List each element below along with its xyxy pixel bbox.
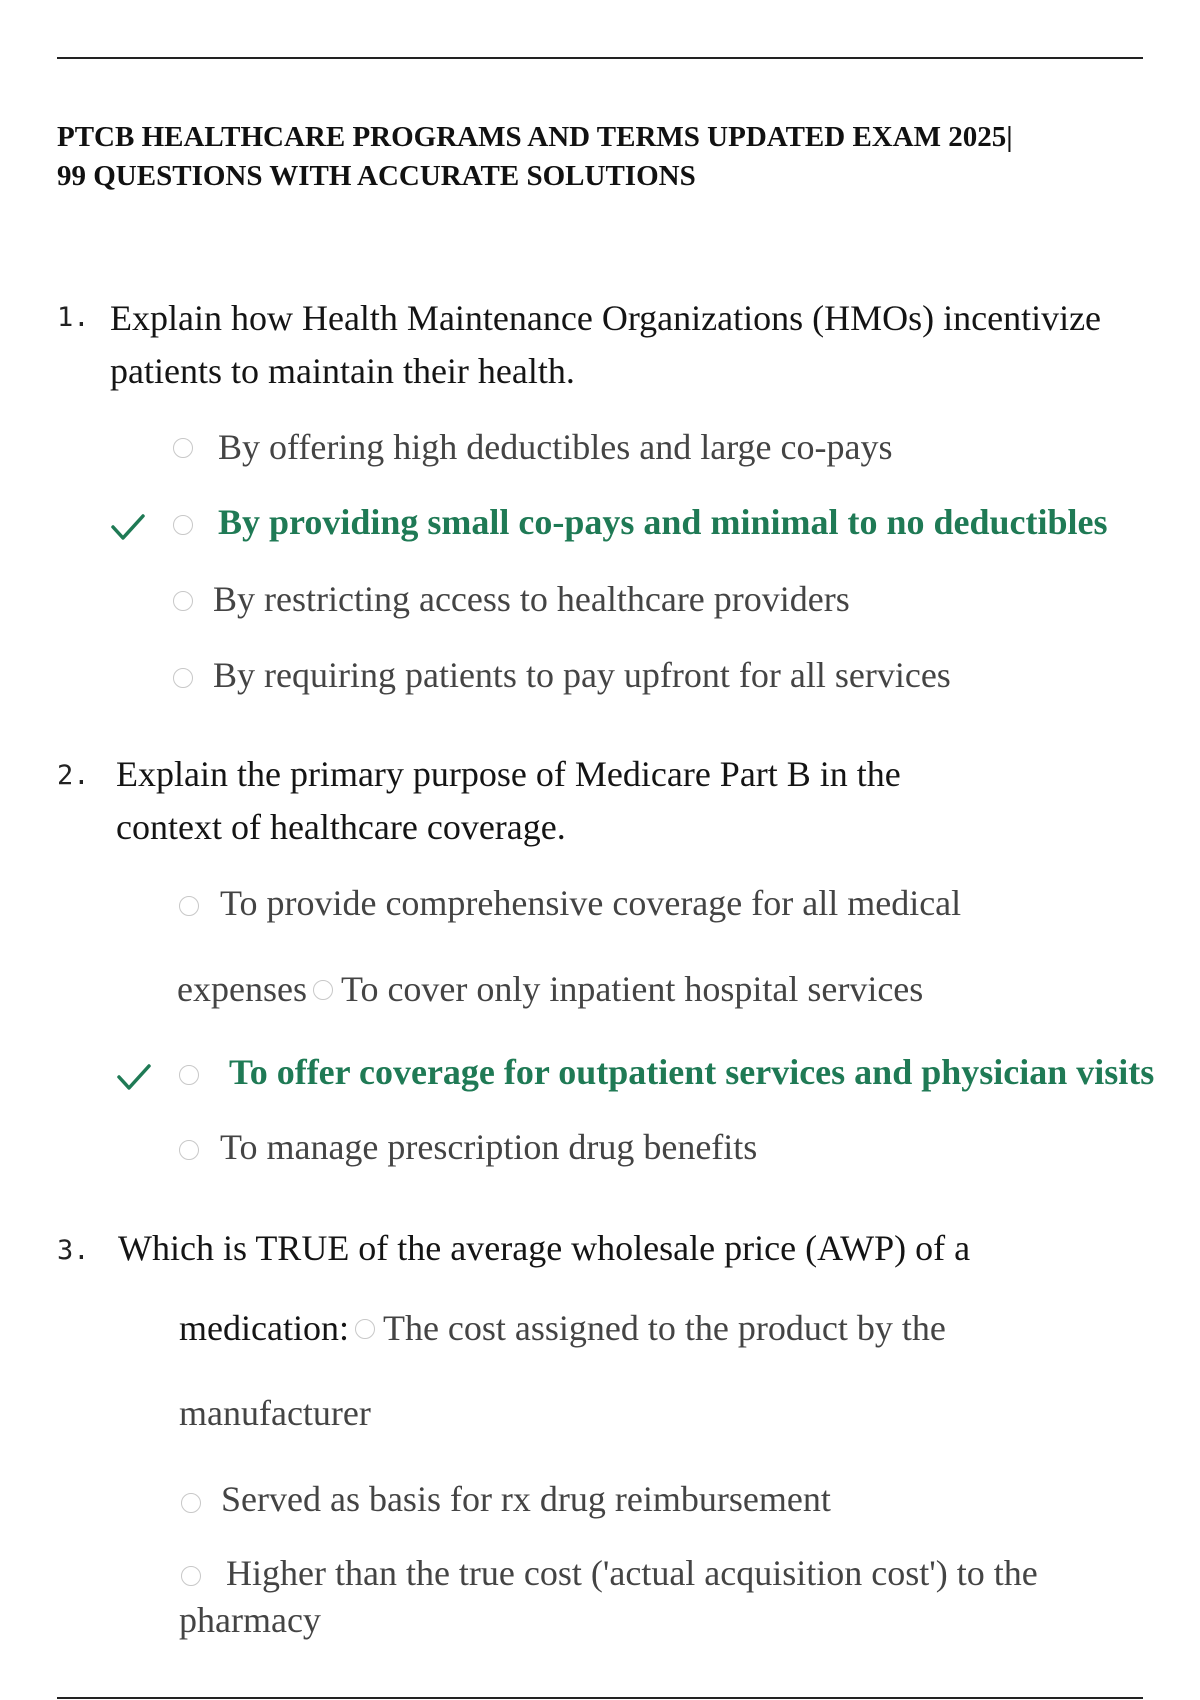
q2-option-4[interactable]: To manage prescription drug benefits [220,1127,758,1167]
question-2-line-2: context of healthcare coverage. [116,807,566,847]
q1-option-2-radio[interactable] [173,515,193,535]
q2-option-3-radio[interactable] [179,1065,199,1085]
q3-option-2[interactable]: Served as basis for rx drug reimbursement [221,1479,831,1519]
document-title [57,118,1157,196]
q3-option-1[interactable]: The cost assigned to the product by the [382,1308,946,1348]
q2-options-line-2 [177,967,923,1012]
q1-option-2[interactable]: By providing small co-pays and minimal to no deductibles [218,502,1108,542]
top-divider [57,57,1143,59]
q1-correct-check-icon [110,512,146,542]
q3-option-3[interactable]: Higher than the true cost ('actual acquisition cost') to the [226,1553,1038,1593]
question-1-line-1: Explain how Health Maintenance Organizations (HMOs) incentivize [110,298,1102,338]
title-line-2: 99 QUESTIONS WITH ACCURATE SOLUTIONS [57,160,696,192]
q2-option-1[interactable]: To provide comprehensive coverage for all medical [220,883,962,923]
q2-option-2[interactable]: To cover only inpatient hospital services [340,969,924,1009]
q2-option-4-radio[interactable] [179,1140,199,1160]
q1-option-3[interactable]: By restricting access to healthcare providers [213,579,850,619]
q3-option-3-continued[interactable]: pharmacy [179,1600,321,1640]
q3-option-1-continued[interactable]: manufacturer [179,1393,371,1433]
q1-option-1-radio[interactable] [173,438,193,458]
q3-option-1-radio[interactable] [355,1319,375,1339]
q2-option-1-radio[interactable] [179,896,199,916]
question-1-number: 1. [57,302,90,333]
q3-option-2-radio[interactable] [181,1493,201,1513]
question-3-line-1: Which is TRUE of the average wholesale price (AWP) of a [118,1228,971,1268]
q2-option-1-continued[interactable]: expenses [177,969,307,1009]
question-1-line-2: patients to maintain their health. [110,351,575,391]
bottom-divider [57,1697,1143,1699]
question-2-number: 2. [57,760,90,791]
q2-correct-check-icon [116,1062,152,1092]
question-3-number: 3. [57,1235,90,1266]
question-3-line-2: medication: [179,1308,349,1348]
q1-option-1[interactable]: By offering high deductibles and large co-pays [218,427,893,467]
q2-option-3[interactable]: To offer coverage for outpatient services and physician visits [229,1052,1155,1092]
q2-option-2-radio[interactable] [313,980,333,1000]
question-1-text [110,292,1170,398]
question-2-line-1: Explain the primary purpose of Medicare Part B in the [116,754,901,794]
question-2-text [116,748,1116,854]
q1-option-4-radio[interactable] [173,668,193,688]
q1-option-4[interactable]: By requiring patients to pay upfront for all services [213,655,951,695]
q3-options-line-1 [179,1306,946,1351]
q1-option-3-radio[interactable] [173,591,193,611]
q3-option-3-radio[interactable] [181,1566,201,1586]
title-line-1: PTCB HEALTHCARE PROGRAMS AND TERMS UPDATED EXAM 2025| [57,121,1013,153]
